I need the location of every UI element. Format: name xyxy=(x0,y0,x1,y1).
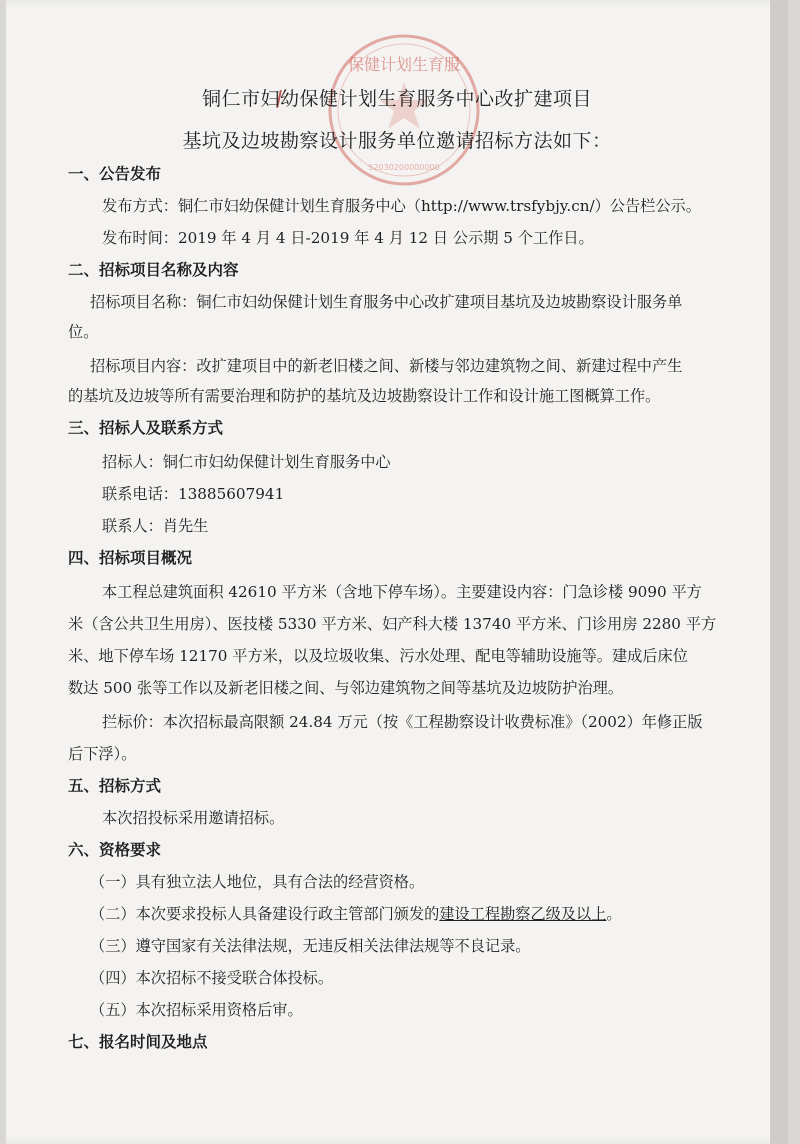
section-heading-7: 七、报名时间及地点 xyxy=(68,1032,208,1051)
qualification-item-3: （三）遵守国家有关法律法规，无违反相关法律法规等不良记录。 xyxy=(90,937,531,955)
project-content-line1: 招标项目内容：改扩建项目中的新老旧楼之间、新楼与邻边建筑物之间、新建过程中产生 xyxy=(90,357,683,375)
qualification-item-2-end: 。 xyxy=(606,905,622,923)
section-heading-4: 四、招标项目概况 xyxy=(68,548,193,567)
document-title-line1: 铜仁市妇幼保健计划生育服务中心改扩建项目 xyxy=(201,88,592,110)
project-content-line2: 的基坑及边坡等所有需要治理和防护的基坑及边坡勘察设计工作和设计施工图概算工作。 xyxy=(68,387,661,405)
overview-line3: 米、地下停车场 12170 平方米，以及垃圾收集、污水处理、配电等辅助设施等。建成后床位 xyxy=(68,647,688,665)
section-heading-5: 五、招标方式 xyxy=(68,776,162,795)
section-heading-2: 二、招标项目名称及内容 xyxy=(68,260,239,279)
tenderer: 招标人：铜仁市妇幼保健计划生育服务中心 xyxy=(102,453,391,471)
tender-method: 本次招投标采用邀请招标。 xyxy=(102,809,285,827)
contact-person: 联系人：肖先生 xyxy=(102,517,209,535)
overview-line4: 数达 500 张等工作以及新老旧楼之间、与邻边建筑物之间等基坑及边坡防护治理。 xyxy=(68,679,624,697)
project-name-line1: 招标项目名称：铜仁市妇幼保健计划生育服务中心改扩建项目基坑及边坡勘察设计服务单 xyxy=(90,293,683,311)
price-cap-line2: 后下浮）。 xyxy=(68,745,137,763)
contact-phone: 联系电话：13885607941 xyxy=(102,485,285,503)
qualification-item-2-underlined: 建设工程勘察乙级及以上 xyxy=(439,905,607,923)
qualification-item-2-text: （二）本次要求投标人具备建设行政主管部门颁发的 xyxy=(90,905,440,923)
publish-time: 发布时间：2019 年 4 月 4 日-2019 年 4 月 12 日 公示期 5 个工作日。 xyxy=(102,229,594,247)
section-heading-6: 六、资格要求 xyxy=(68,840,162,859)
project-name-line2: 位。 xyxy=(68,323,99,341)
section-heading-3: 三、招标人及联系方式 xyxy=(68,418,224,437)
qualification-item-4: （四）本次招标不接受联合体投标。 xyxy=(90,969,333,987)
document-title-line2: 基坑及边坡勘察设计服务单位邀请招标方法如下： xyxy=(182,130,612,152)
publish-method: 发布方式：铜仁市妇幼保健计划生育服务中心（http://www.trsfybjy.cn/）公告栏公示。 xyxy=(102,197,701,215)
overview-line1: 本工程总建筑面积 42610 平方米（含地下停车场）。主要建设内容：门急诊楼 9090 平方 xyxy=(102,583,702,601)
svg-text:保健计划生育服: 保健计划生育服 xyxy=(347,55,461,74)
section-heading-1: 一、公告发布 xyxy=(68,164,162,183)
qualification-item-5: （五）本次招标采用资格后审。 xyxy=(90,1001,303,1019)
qualification-item-1: （一）具有独立法人地位，具有合法的经营资格。 xyxy=(90,873,425,891)
document-page xyxy=(6,0,788,1144)
overview-line2: 米（含公共卫生用房）、医技楼 5330 平方米、妇产科大楼 13740 平方米、门诊用房 2280 平方 xyxy=(68,615,717,633)
svg-text:52030200000000: 52030200000000 xyxy=(368,163,440,172)
page-edge xyxy=(770,0,788,1144)
qualification-item-2 xyxy=(90,904,622,924)
price-cap-line1: 拦标价：本次招标最高限额 24.84 万元（按《工程勘察设计收费标准》（2002）年修正版 xyxy=(102,713,703,731)
